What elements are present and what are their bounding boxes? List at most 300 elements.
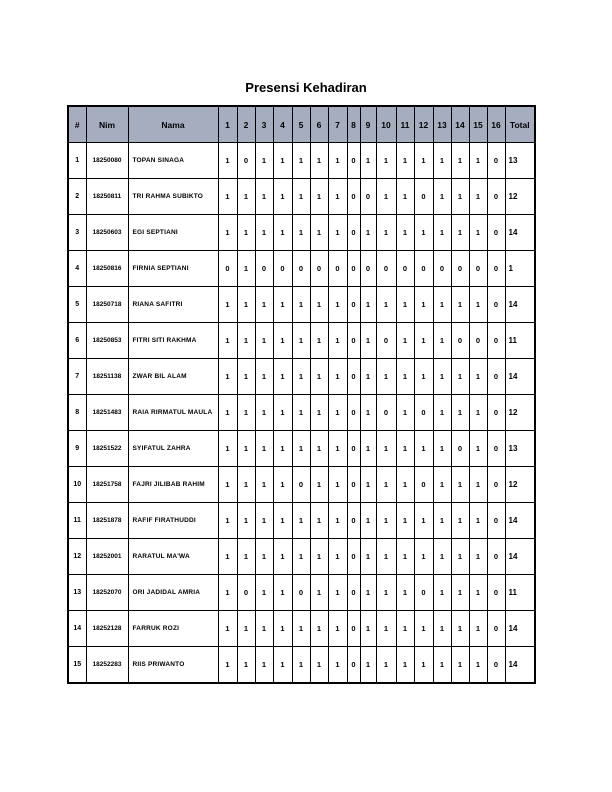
student-name: RIANA SAFITRI: [128, 287, 218, 323]
attendance-cell: 1: [218, 431, 237, 467]
attendance-cell: 1: [255, 467, 273, 503]
attendance-cell: 1: [451, 647, 469, 684]
attendance-cell: 1: [360, 611, 376, 647]
attendance-cell: 1: [237, 179, 255, 215]
attendance-cell: 1: [237, 503, 255, 539]
attendance-cell: 1: [414, 647, 433, 684]
attendance-cell: 1: [433, 647, 451, 684]
student-nim: 18250816: [86, 251, 128, 287]
attendance-cell: 1: [292, 143, 310, 179]
attendance-cell: 1: [328, 431, 347, 467]
attendance-cell: 0: [376, 251, 396, 287]
attendance-cell: 1: [237, 431, 255, 467]
attendance-cell: 1: [469, 539, 487, 575]
table-row: [68, 467, 535, 503]
attendance-cell: 1: [255, 215, 273, 251]
attendance-cell: 1: [469, 431, 487, 467]
attendance-cell: 0: [414, 575, 433, 611]
attendance-cell: 1: [218, 467, 237, 503]
student-name: RAFIF FIRATHUDDI: [128, 503, 218, 539]
attendance-cell: 1: [255, 143, 273, 179]
attendance-cell: 1: [433, 359, 451, 395]
attendance-cell: 0: [292, 467, 310, 503]
attendance-cell: 1: [310, 143, 328, 179]
total-cell: 1: [505, 251, 535, 287]
attendance-cell: 0: [347, 611, 360, 647]
attendance-cell: 1: [376, 179, 396, 215]
attendance-cell: 1: [255, 647, 273, 684]
attendance-cell: 1: [310, 539, 328, 575]
attendance-cell: 1: [414, 323, 433, 359]
attendance-cell: 1: [433, 323, 451, 359]
student-name: TOPAN SINAGA: [128, 143, 218, 179]
attendance-cell: 0: [487, 395, 505, 431]
attendance-cell: 1: [451, 539, 469, 575]
student-name: FARRUK ROZI: [128, 611, 218, 647]
attendance-cell: 1: [292, 395, 310, 431]
table-row: [68, 143, 535, 179]
attendance-cell: 0: [347, 323, 360, 359]
attendance-cell: 1: [292, 503, 310, 539]
student-nim: 18252070: [86, 575, 128, 611]
column-header: 6: [310, 106, 328, 143]
attendance-cell: 1: [360, 323, 376, 359]
attendance-cell: 1: [273, 431, 292, 467]
attendance-cell: 0: [347, 179, 360, 215]
attendance-cell: 1: [396, 503, 414, 539]
table-row: [68, 359, 535, 395]
attendance-cell: 0: [469, 251, 487, 287]
attendance-cell: 0: [347, 359, 360, 395]
student-nim: 18252001: [86, 539, 128, 575]
attendance-cell: 1: [433, 503, 451, 539]
attendance-cell: 1: [376, 503, 396, 539]
total-cell: 11: [505, 323, 535, 359]
total-cell: 11: [505, 575, 535, 611]
attendance-cell: 1: [273, 359, 292, 395]
attendance-cell: 1: [218, 539, 237, 575]
attendance-cell: 1: [310, 395, 328, 431]
attendance-cell: 1: [414, 431, 433, 467]
row-number: 1: [68, 143, 86, 179]
attendance-cell: 1: [360, 287, 376, 323]
row-number: 13: [68, 575, 86, 611]
row-number: 5: [68, 287, 86, 323]
student-name: ZWAR BIL ALAM: [128, 359, 218, 395]
attendance-cell: 1: [376, 287, 396, 323]
total-cell: 12: [505, 395, 535, 431]
attendance-cell: 1: [328, 395, 347, 431]
column-header: 13: [433, 106, 451, 143]
attendance-cell: 1: [469, 503, 487, 539]
student-nim: 18251878: [86, 503, 128, 539]
attendance-cell: 1: [273, 539, 292, 575]
attendance-cell: 1: [310, 647, 328, 684]
attendance-cell: 1: [433, 287, 451, 323]
attendance-cell: 1: [328, 575, 347, 611]
attendance-cell: 1: [451, 215, 469, 251]
attendance-cell: 1: [310, 467, 328, 503]
attendance-cell: 1: [237, 251, 255, 287]
attendance-cell: 0: [487, 215, 505, 251]
attendance-cell: 1: [360, 215, 376, 251]
row-number: 15: [68, 647, 86, 684]
attendance-cell: 1: [469, 143, 487, 179]
attendance-cell: 1: [414, 503, 433, 539]
student-name: RIIS PRIWANTO: [128, 647, 218, 684]
attendance-cell: 1: [237, 395, 255, 431]
student-name: ORI JADIDAL AMRIA: [128, 575, 218, 611]
attendance-cell: 0: [360, 251, 376, 287]
attendance-cell: 1: [376, 143, 396, 179]
attendance-cell: 1: [451, 503, 469, 539]
row-number: 8: [68, 395, 86, 431]
attendance-cell: 0: [347, 575, 360, 611]
row-number: 6: [68, 323, 86, 359]
attendance-cell: 1: [328, 215, 347, 251]
attendance-cell: 1: [218, 179, 237, 215]
attendance-cell: 1: [255, 359, 273, 395]
attendance-cell: 1: [255, 503, 273, 539]
student-nim: 18252128: [86, 611, 128, 647]
attendance-cell: 1: [328, 323, 347, 359]
column-header: 14: [451, 106, 469, 143]
attendance-cell: 1: [273, 395, 292, 431]
attendance-cell: 1: [310, 359, 328, 395]
attendance-cell: 0: [487, 323, 505, 359]
attendance-cell: 0: [487, 503, 505, 539]
attendance-cell: 1: [237, 359, 255, 395]
attendance-cell: 0: [433, 251, 451, 287]
attendance-cell: 1: [360, 647, 376, 684]
page-title: Presensi Kehadiran: [245, 80, 367, 95]
attendance-cell: 1: [360, 359, 376, 395]
attendance-cell: 0: [273, 251, 292, 287]
attendance-cell: 0: [376, 395, 396, 431]
attendance-cell: 1: [218, 395, 237, 431]
attendance-cell: 1: [376, 647, 396, 684]
attendance-cell: 0: [347, 251, 360, 287]
attendance-cell: 0: [451, 431, 469, 467]
attendance-cell: 1: [310, 179, 328, 215]
column-header: 8: [347, 106, 360, 143]
attendance-cell: 1: [360, 575, 376, 611]
attendance-cell: 1: [396, 539, 414, 575]
attendance-cell: 1: [414, 539, 433, 575]
attendance-cell: 0: [487, 287, 505, 323]
attendance-cell: 1: [376, 359, 396, 395]
column-header: 15: [469, 106, 487, 143]
attendance-cell: 1: [328, 611, 347, 647]
attendance-cell: 0: [451, 323, 469, 359]
attendance-cell: 1: [292, 215, 310, 251]
attendance-cell: 0: [255, 251, 273, 287]
attendance-cell: 0: [347, 539, 360, 575]
attendance-cell: 1: [396, 611, 414, 647]
attendance-cell: 1: [376, 539, 396, 575]
attendance-cell: 0: [487, 647, 505, 684]
attendance-cell: 1: [310, 323, 328, 359]
total-cell: 14: [505, 359, 535, 395]
attendance-cell: 0: [487, 359, 505, 395]
attendance-cell: 1: [469, 611, 487, 647]
attendance-cell: 1: [360, 431, 376, 467]
attendance-cell: 0: [347, 647, 360, 684]
attendance-cell: 1: [396, 467, 414, 503]
attendance-cell: 0: [310, 251, 328, 287]
attendance-cell: 1: [273, 575, 292, 611]
table-row: [68, 503, 535, 539]
attendance-cell: 1: [414, 215, 433, 251]
table-row: [68, 287, 535, 323]
row-number: 3: [68, 215, 86, 251]
attendance-cell: 1: [310, 503, 328, 539]
attendance-cell: 1: [273, 647, 292, 684]
total-cell: 13: [505, 143, 535, 179]
attendance-cell: 1: [328, 287, 347, 323]
attendance-cell: 0: [292, 575, 310, 611]
row-number: 4: [68, 251, 86, 287]
attendance-cell: 1: [292, 323, 310, 359]
table-row: [68, 323, 535, 359]
attendance-cell: 1: [433, 467, 451, 503]
attendance-cell: 1: [328, 467, 347, 503]
attendance-cell: 1: [328, 143, 347, 179]
attendance-cell: 0: [451, 251, 469, 287]
column-header: #: [68, 106, 86, 143]
attendance-cell: 1: [433, 431, 451, 467]
table-body: [68, 143, 535, 684]
attendance-cell: 1: [433, 575, 451, 611]
table-row: [68, 647, 535, 684]
column-header: 1: [218, 106, 237, 143]
attendance-cell: 1: [218, 611, 237, 647]
attendance-cell: 1: [237, 287, 255, 323]
attendance-cell: 1: [433, 143, 451, 179]
column-header: 9: [360, 106, 376, 143]
student-name: FAJRI JILIBAB RAHIM: [128, 467, 218, 503]
attendance-cell: 1: [396, 431, 414, 467]
attendance-cell: 1: [451, 611, 469, 647]
attendance-cell: 1: [360, 503, 376, 539]
attendance-cell: 0: [237, 143, 255, 179]
student-nim: 18251522: [86, 431, 128, 467]
attendance-cell: 1: [376, 611, 396, 647]
attendance-cell: 1: [218, 575, 237, 611]
student-name: TRI RAHMA SUBIKTO: [128, 179, 218, 215]
attendance-cell: 1: [237, 467, 255, 503]
attendance-cell: 0: [487, 611, 505, 647]
column-header: 7: [328, 106, 347, 143]
attendance-cell: 1: [310, 287, 328, 323]
attendance-cell: 1: [218, 287, 237, 323]
student-nim: 18251758: [86, 467, 128, 503]
table-row: [68, 611, 535, 647]
student-nim: 18251138: [86, 359, 128, 395]
attendance-cell: 0: [328, 251, 347, 287]
attendance-cell: 1: [433, 539, 451, 575]
attendance-cell: 1: [255, 323, 273, 359]
attendance-cell: 0: [218, 251, 237, 287]
attendance-cell: 1: [469, 395, 487, 431]
attendance-cell: 1: [218, 503, 237, 539]
student-name: FITRI SITI RAKHMA: [128, 323, 218, 359]
table-row: [68, 539, 535, 575]
row-number: 2: [68, 179, 86, 215]
column-header: 2: [237, 106, 255, 143]
attendance-cell: 0: [396, 251, 414, 287]
student-nim: 18250811: [86, 179, 128, 215]
attendance-cell: 1: [376, 467, 396, 503]
attendance-cell: 0: [347, 431, 360, 467]
attendance-cell: 1: [433, 611, 451, 647]
column-header: 5: [292, 106, 310, 143]
table-row: [68, 395, 535, 431]
attendance-cell: 1: [273, 215, 292, 251]
attendance-cell: 1: [469, 215, 487, 251]
student-nim: 18250853: [86, 323, 128, 359]
attendance-cell: 0: [237, 575, 255, 611]
column-header: 3: [255, 106, 273, 143]
attendance-cell: 0: [360, 179, 376, 215]
row-number: 7: [68, 359, 86, 395]
attendance-cell: 1: [433, 179, 451, 215]
attendance-cell: 0: [469, 323, 487, 359]
table-row: [68, 179, 535, 215]
attendance-cell: 1: [451, 287, 469, 323]
column-header: 4: [273, 106, 292, 143]
attendance-cell: 0: [487, 431, 505, 467]
attendance-cell: 1: [292, 287, 310, 323]
attendance-cell: 1: [414, 287, 433, 323]
attendance-cell: 1: [360, 467, 376, 503]
table-row: [68, 215, 535, 251]
total-cell: 13: [505, 431, 535, 467]
attendance-cell: 1: [433, 395, 451, 431]
attendance-cell: 1: [396, 143, 414, 179]
total-cell: 12: [505, 179, 535, 215]
attendance-cell: 1: [451, 575, 469, 611]
attendance-cell: 0: [347, 215, 360, 251]
student-name: SYIFATUL ZAHRA: [128, 431, 218, 467]
attendance-cell: 1: [273, 143, 292, 179]
attendance-cell: 0: [347, 395, 360, 431]
attendance-cell: 1: [255, 611, 273, 647]
attendance-cell: 1: [218, 143, 237, 179]
attendance-cell: 1: [218, 323, 237, 359]
attendance-cell: 0: [487, 539, 505, 575]
column-header: 11: [396, 106, 414, 143]
attendance-cell: 1: [292, 611, 310, 647]
column-header: 12: [414, 106, 433, 143]
attendance-cell: 1: [396, 323, 414, 359]
attendance-cell: 1: [328, 503, 347, 539]
attendance-cell: 1: [292, 539, 310, 575]
attendance-cell: 1: [328, 179, 347, 215]
attendance-cell: 0: [414, 179, 433, 215]
attendance-table: [67, 105, 536, 684]
attendance-cell: 1: [396, 359, 414, 395]
column-header: Total: [505, 106, 535, 143]
attendance-cell: 1: [255, 179, 273, 215]
attendance-cell: 1: [469, 359, 487, 395]
attendance-cell: 1: [273, 467, 292, 503]
attendance-cell: 1: [376, 575, 396, 611]
attendance-cell: 0: [414, 251, 433, 287]
attendance-cell: 1: [292, 647, 310, 684]
attendance-cell: 1: [451, 143, 469, 179]
attendance-cell: 1: [218, 647, 237, 684]
student-nim: 18251483: [86, 395, 128, 431]
student-name: RARATUL MA'WA: [128, 539, 218, 575]
column-header: 16: [487, 106, 505, 143]
column-header: 10: [376, 106, 396, 143]
attendance-cell: 1: [433, 215, 451, 251]
attendance-cell: 1: [255, 431, 273, 467]
attendance-cell: 1: [469, 467, 487, 503]
attendance-cell: 1: [292, 431, 310, 467]
attendance-cell: 1: [292, 359, 310, 395]
attendance-cell: 1: [237, 611, 255, 647]
table-header-row: [68, 106, 535, 143]
student-name: EGI SEPTIANI: [128, 215, 218, 251]
total-cell: 14: [505, 647, 535, 684]
attendance-cell: 1: [328, 359, 347, 395]
row-number: 10: [68, 467, 86, 503]
attendance-cell: 1: [360, 539, 376, 575]
student-nim: 18252283: [86, 647, 128, 684]
attendance-cell: 1: [310, 215, 328, 251]
attendance-cell: 1: [396, 395, 414, 431]
attendance-cell: 0: [292, 251, 310, 287]
attendance-cell: 0: [487, 179, 505, 215]
attendance-cell: 1: [273, 323, 292, 359]
attendance-cell: 1: [273, 503, 292, 539]
attendance-cell: 1: [414, 143, 433, 179]
attendance-cell: 1: [255, 395, 273, 431]
attendance-cell: 1: [396, 287, 414, 323]
attendance-cell: 1: [237, 539, 255, 575]
attendance-cell: 0: [487, 467, 505, 503]
attendance-cell: 1: [255, 575, 273, 611]
attendance-cell: 1: [218, 359, 237, 395]
column-header: Nama: [128, 106, 218, 143]
attendance-cell: 1: [310, 431, 328, 467]
attendance-cell: 1: [273, 287, 292, 323]
attendance-cell: 1: [376, 215, 396, 251]
attendance-cell: 1: [328, 647, 347, 684]
table-row: [68, 575, 535, 611]
attendance-cell: 1: [451, 179, 469, 215]
student-name: FIRNIA SEPTIANI: [128, 251, 218, 287]
attendance-cell: 0: [347, 503, 360, 539]
row-number: 12: [68, 539, 86, 575]
table-row: [68, 431, 535, 467]
attendance-cell: 1: [469, 287, 487, 323]
attendance-cell: 0: [376, 323, 396, 359]
total-cell: 14: [505, 287, 535, 323]
attendance-cell: 1: [237, 215, 255, 251]
attendance-cell: 1: [310, 611, 328, 647]
attendance-cell: 1: [237, 647, 255, 684]
attendance-cell: 1: [396, 575, 414, 611]
total-cell: 14: [505, 215, 535, 251]
attendance-cell: 1: [292, 179, 310, 215]
attendance-cell: 1: [469, 647, 487, 684]
total-cell: 12: [505, 467, 535, 503]
attendance-cell: 0: [487, 143, 505, 179]
row-number: 11: [68, 503, 86, 539]
